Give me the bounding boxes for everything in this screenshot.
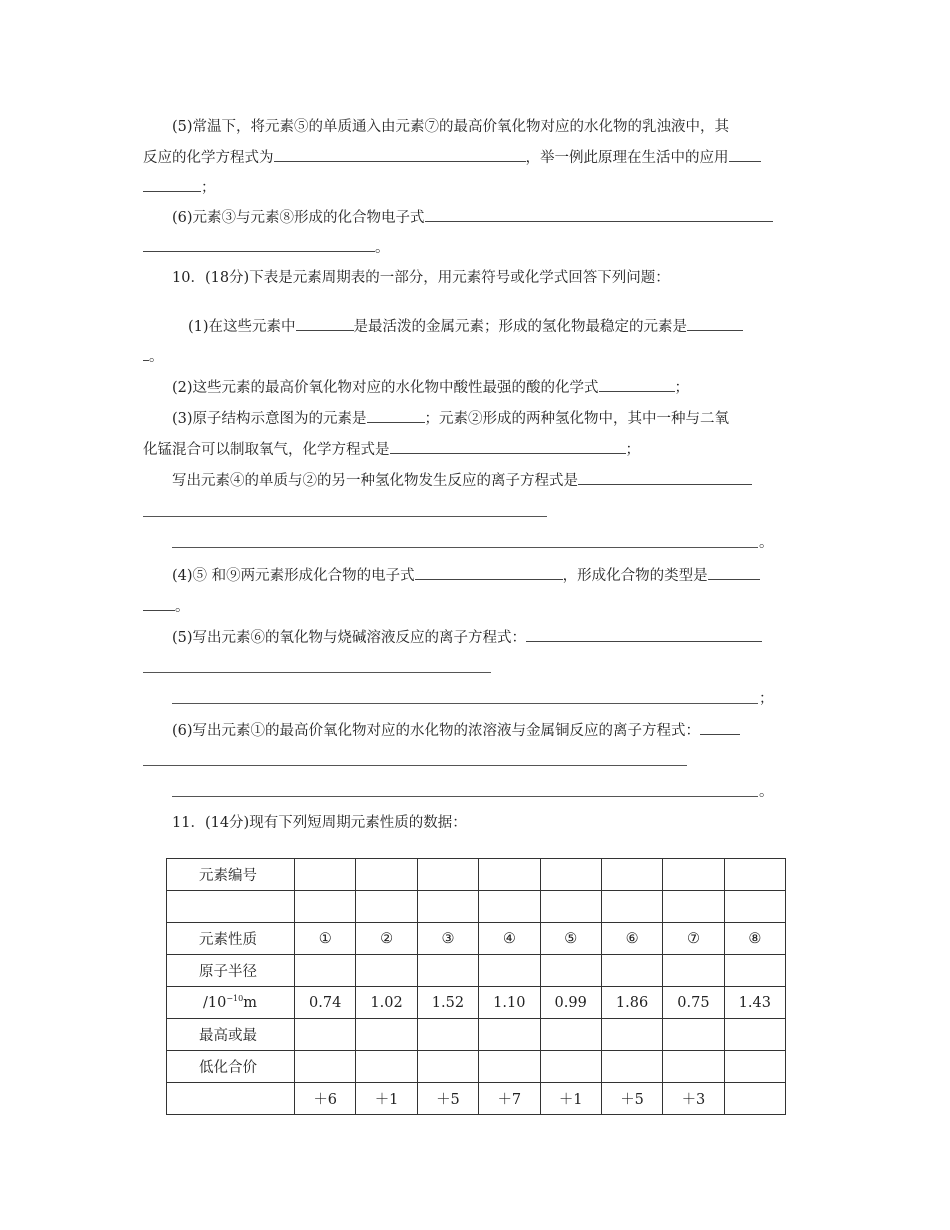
answer-line[interactable] [172, 547, 758, 548]
element-mark: ⑧ [724, 923, 785, 955]
q10-intro: 10．(18分)下表是元素周期表的一部分，用元素符号或化学式回答下列问题： [172, 270, 670, 286]
valence-value: ＋6 [295, 1083, 356, 1115]
table-row [167, 1083, 786, 1115]
answer-blank[interactable] [143, 596, 175, 611]
radius-value: 1.02 [356, 987, 417, 1019]
q10-p1-line1: (1)在这些元素中 是最活泼的金属元素；形成的氢化物最稳定的元素是 [188, 316, 743, 337]
answer-blank[interactable] [143, 237, 375, 252]
element-mark: ⑥ [601, 923, 662, 955]
answer-blank[interactable] [390, 439, 626, 454]
answer-line[interactable] [143, 516, 547, 517]
radius-value: 0.74 [295, 987, 356, 1019]
q10-p6-line1: (6)写出元素①的最高价氧化物对应的水化物的浓溶液与金属铜反应的离子方程式： [172, 720, 740, 741]
radius-value: 0.99 [540, 987, 601, 1019]
answer-blank[interactable] [729, 147, 761, 162]
answer-blank[interactable] [143, 177, 201, 192]
table-row [167, 923, 786, 955]
answer-blank[interactable] [425, 207, 773, 222]
answer-line[interactable] [172, 796, 758, 797]
element-mark: ④ [479, 923, 540, 955]
q9-p5-line1: (5)常温下，将元素⑤的单质通入由元素⑦的最高价氧化物对应的水化物的乳浊液中，其 [172, 119, 730, 135]
table-row [167, 987, 786, 1019]
table-row [167, 891, 786, 923]
table-row [167, 859, 786, 891]
answer-blank[interactable] [687, 316, 743, 331]
valence-value: ＋5 [417, 1083, 478, 1115]
q9-p6-line1: (6)元素③与元素⑧形成的化合物电子式 [172, 207, 773, 228]
valence-value: ＋5 [601, 1083, 662, 1115]
label-atomic-radius: 原子半径 [167, 955, 295, 987]
valence-value: ＋1 [540, 1083, 601, 1115]
q10-p4-line1: (4)⑤ 和⑨两元素形成化合物的电子式 ，形成化合物的类型是 [172, 565, 760, 586]
answer-blank[interactable] [599, 377, 675, 392]
element-mark: ② [356, 923, 417, 955]
radius-value: 1.43 [724, 987, 785, 1019]
answer-blank[interactable] [296, 316, 354, 331]
q10-p1-line2: 。 [143, 346, 164, 367]
q11-intro: 11．(14分)现有下列短周期元素性质的数据： [172, 815, 467, 831]
answer-line[interactable] [172, 703, 758, 704]
q9-p5-line3: ； [143, 177, 216, 198]
radius-value: 1.52 [417, 987, 478, 1019]
valence-value [724, 1083, 785, 1115]
valence-value: ＋3 [663, 1083, 724, 1115]
answer-blank[interactable] [367, 408, 425, 423]
element-mark: ③ [417, 923, 478, 955]
table-row [167, 1051, 786, 1083]
answer-blank[interactable] [578, 470, 752, 485]
label-element-property: 元素性质 [167, 923, 295, 955]
q10-p2: (2)这些元素的最高价氧化物对应的水化物中酸性最强的酸的化学式 ； [172, 377, 689, 398]
label-radius-unit: $/10^{-10}m$ [167, 987, 295, 1019]
answer-line-end: ； [759, 691, 774, 707]
radius-value: 0.75 [663, 987, 724, 1019]
element-mark: ⑦ [663, 923, 724, 955]
table-row [167, 1019, 786, 1051]
label-valence-2: 低化合价 [167, 1051, 295, 1083]
answer-blank[interactable] [415, 565, 563, 580]
q10-p3-line1: (3)原子结构示意图为的元素是 ；元素②形成的两种氢化物中，其中一种与二氧 [172, 408, 729, 429]
answer-line[interactable] [143, 672, 491, 673]
valence-value: ＋7 [479, 1083, 540, 1115]
element-mark: ① [295, 923, 356, 955]
radius-value: 1.86 [601, 987, 662, 1019]
answer-line-end: 。 [759, 784, 774, 800]
q10-p5-line1: (5)写出元素⑥的氧化物与烧碱溶液反应的离子方程式： [172, 627, 762, 648]
label-valence: 最高或最 [167, 1019, 295, 1051]
answer-blank[interactable] [526, 627, 762, 642]
element-properties-table [166, 858, 786, 1115]
table-row [167, 955, 786, 987]
radius-value: 1.10 [479, 987, 540, 1019]
q10-p4-line2: 。 [143, 596, 190, 617]
valence-value: ＋1 [356, 1083, 417, 1115]
q9-p6-line2: 。 [143, 237, 390, 258]
answer-blank[interactable] [708, 565, 760, 580]
answer-blank[interactable] [700, 720, 740, 735]
answer-line[interactable] [143, 765, 687, 766]
q10-p3-line2: 化锰混合可以制取氧气，化学方程式是 ； [143, 439, 640, 460]
answer-blank[interactable] [274, 147, 526, 162]
label-element-number: 元素编号 [167, 859, 295, 891]
answer-line-end: 。 [759, 535, 774, 551]
q9-p5-line2: 反应的化学方程式为 ，举一例此原理在生活中的应用 [143, 147, 761, 168]
element-mark: ⑤ [540, 923, 601, 955]
q10-p3-line3: 写出元素④的单质与②的另一种氢化物发生反应的离子方程式是 [172, 470, 752, 491]
